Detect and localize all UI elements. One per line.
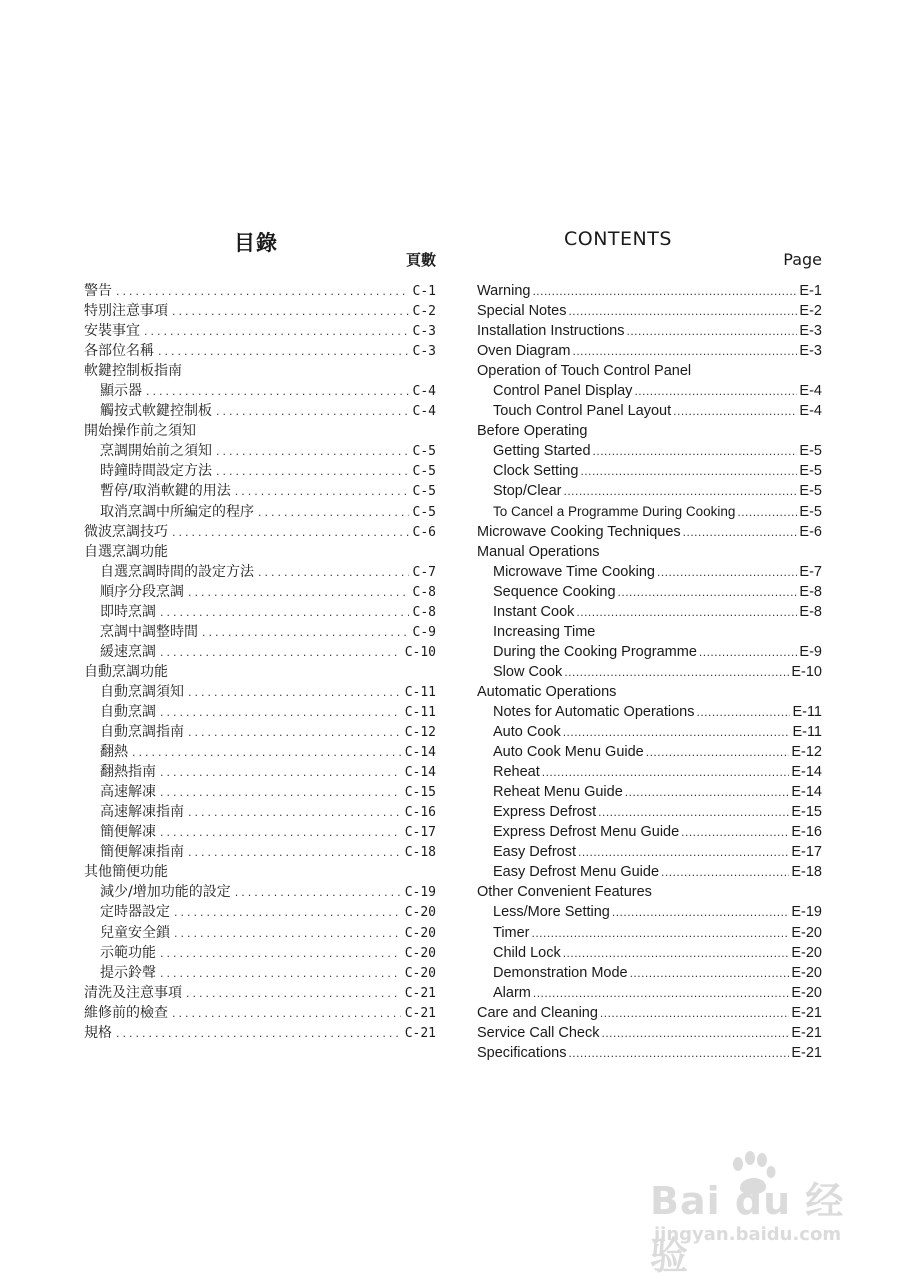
dot-leader — [160, 783, 401, 802]
toc-entry — [477, 481, 822, 501]
dot-leader — [532, 281, 797, 301]
toc-entry-label: To Cancel a Programme During Cooking — [493, 503, 736, 519]
toc-entry-label: Special Notes — [477, 303, 567, 320]
toc-entry — [84, 762, 436, 782]
toc-entry-page: E-3 — [799, 343, 822, 360]
toc-entry-page: E-20 — [791, 964, 822, 981]
toc-entry-page: C-5 — [412, 484, 436, 500]
toc-entry-page: E-4 — [799, 383, 822, 400]
toc-entry-label: 烹調開始前之須知 — [100, 443, 212, 460]
dot-leader — [568, 301, 797, 321]
dot-leader — [160, 944, 401, 963]
toc-entry — [477, 702, 822, 722]
toc-entry-page: C-21 — [404, 1005, 436, 1021]
toc-entry-label: 規格 — [84, 1024, 112, 1041]
toc-entry-label: Touch Control Panel Layout — [493, 403, 672, 420]
toc-entry — [84, 341, 436, 361]
toc-entry — [84, 461, 436, 481]
toc-entry-label: Easy Defrost Menu Guide — [493, 864, 660, 881]
toc-entry-label: 烹調中調整時間 — [100, 623, 198, 640]
toc-entry-label: Auto Cook Menu Guide — [493, 744, 644, 761]
dot-leader — [216, 402, 409, 421]
dot-leader — [160, 703, 401, 722]
toc-entry — [477, 522, 822, 542]
toc-entry-label: Control Panel Display — [493, 383, 633, 400]
dot-leader — [568, 1043, 789, 1063]
dot-leader — [580, 461, 797, 481]
dot-leader — [737, 502, 797, 522]
toc-entry-label: 取消烹調中所編定的程序 — [100, 503, 254, 520]
toc-entry-page: C-4 — [412, 404, 436, 420]
toc-entry-page: E-1 — [799, 283, 822, 299]
dot-leader — [186, 984, 401, 1003]
toc-entry-label: Increasing Time — [493, 623, 596, 640]
toc-entry-label: 提示鈴聲 — [100, 964, 156, 981]
dot-leader — [578, 842, 789, 862]
dot-leader — [235, 482, 409, 501]
toc-entry-page: C-4 — [412, 384, 436, 400]
toc-entry-page: E-20 — [791, 924, 822, 941]
toc-entry-page: E-10 — [791, 663, 822, 680]
dot-leader — [661, 862, 789, 882]
toc-entry-label: Slow Cook — [493, 663, 563, 680]
toc-entry — [84, 682, 436, 702]
dot-leader — [216, 462, 409, 481]
toc-entry — [84, 542, 436, 562]
toc-entry-page: E-5 — [799, 443, 822, 460]
toc-entry-page: C-7 — [412, 564, 436, 580]
dot-leader — [188, 723, 401, 742]
dot-leader — [618, 582, 798, 602]
dot-leader — [172, 523, 409, 542]
dot-leader — [673, 401, 797, 421]
toc-entry — [477, 983, 822, 1003]
toc-entry-page: C-8 — [412, 584, 436, 600]
toc-entry-page: C-19 — [404, 885, 436, 901]
toc-entry — [84, 381, 436, 401]
toc-entry-page: E-11 — [792, 724, 822, 741]
toc-entry — [84, 622, 436, 642]
toc-entry — [477, 902, 822, 922]
toc-entry — [84, 983, 436, 1003]
toc-entry-label: Reheat — [493, 764, 540, 781]
dot-leader — [216, 442, 409, 461]
toc-entry-page: E-21 — [791, 1004, 822, 1021]
toc-entry-page: E-5 — [799, 503, 822, 520]
toc-entry-label: 自動烹調須知 — [100, 683, 184, 700]
dot-leader — [681, 822, 789, 842]
dot-leader — [600, 1003, 789, 1023]
toc-entry-label: 警告 — [84, 283, 112, 299]
toc-entry-label: Timer — [493, 924, 530, 941]
toc-entry-label: Notes for Automatic Operations — [493, 703, 695, 720]
toc-entry-page: C-14 — [404, 765, 436, 781]
toc-entry — [477, 782, 822, 802]
dot-leader — [542, 762, 790, 782]
toc-entry-label: Instant Cook — [493, 603, 575, 620]
toc-entry — [84, 963, 436, 983]
toc-entry-label: Demonstration Mode — [493, 964, 628, 981]
dot-leader — [612, 902, 789, 922]
toc-entry-label: 清洗及注意事項 — [84, 984, 182, 1001]
toc-entry-label: Operation of Touch Control Panel — [477, 363, 692, 380]
toc-entry-label: 即時烹調 — [100, 603, 156, 620]
toc-entry — [477, 1003, 822, 1023]
dot-leader — [697, 702, 791, 722]
dot-leader — [172, 1004, 401, 1023]
toc-entry — [477, 642, 822, 662]
toc-entry-label: Specifications — [477, 1044, 567, 1061]
toc-entry-label: Installation Instructions — [477, 323, 625, 340]
dot-leader — [172, 302, 409, 321]
toc-entry — [477, 361, 822, 381]
dot-leader — [699, 642, 798, 662]
toc-entry-page: E-21 — [791, 1044, 822, 1061]
toc-entry — [477, 1023, 822, 1043]
toc-entry — [477, 622, 822, 642]
toc-entry-label: 簡便解凍指南 — [100, 844, 184, 861]
toc-entry-page: C-17 — [404, 825, 436, 841]
toc-entry-label: Warning — [477, 283, 531, 299]
toc-entry-label: Before Operating — [477, 423, 588, 440]
toc-entry-page: E-7 — [799, 563, 822, 580]
dot-leader — [188, 803, 401, 822]
toc-entry-page: E-20 — [791, 984, 822, 1001]
toc-entry — [84, 923, 436, 943]
toc-entry-label: 高速解凍 — [100, 784, 156, 801]
toc-entry — [84, 822, 436, 842]
toc-entry — [84, 842, 436, 862]
toc-list-en — [477, 281, 822, 1063]
toc-entry — [477, 542, 822, 562]
toc-entry — [84, 782, 436, 802]
toc-entry — [84, 421, 436, 441]
toc-entry-label: Other Convenient Features — [477, 884, 652, 901]
dot-leader — [146, 382, 409, 401]
toc-entry — [84, 522, 436, 542]
dot-leader — [564, 662, 789, 682]
toc-entry-page: C-2 — [412, 304, 436, 320]
toc-entry — [84, 502, 436, 522]
toc-entry — [84, 441, 436, 461]
toc-entry — [477, 682, 822, 702]
toc-entry-page: C-5 — [412, 504, 436, 520]
toc-entry — [477, 602, 822, 622]
toc-entry-page: C-11 — [404, 704, 436, 720]
toc-entry — [84, 481, 436, 501]
toc-entry-label: Oven Diagram — [477, 343, 571, 360]
toc-entry-page: E-16 — [791, 824, 822, 841]
toc-entry-label: 翻熱 — [100, 744, 128, 761]
toc-entry — [477, 822, 822, 842]
toc-entry-label: Automatic Operations — [477, 683, 617, 700]
toc-entry-label: Auto Cook — [493, 724, 561, 741]
toc-entry-page: E-14 — [791, 764, 822, 781]
toc-entry-page: C-3 — [412, 344, 436, 360]
toc-entry-label: Less/More Setting — [493, 904, 610, 921]
toc-entry — [84, 943, 436, 963]
toc-entry-label: Sequence Cooking — [493, 583, 616, 600]
toc-entry-label: Child Lock — [493, 944, 561, 961]
toc-entry-page: C-10 — [404, 644, 436, 660]
toc-entry-label: 自選烹調時間的設定方法 — [100, 563, 254, 580]
toc-entry-label: Microwave Time Cooking — [493, 563, 655, 580]
dot-leader — [158, 342, 409, 361]
toc-entry-page: C-16 — [404, 805, 436, 821]
toc-entry — [84, 802, 436, 822]
dot-leader — [160, 603, 409, 622]
toc-entry-page: C-20 — [404, 965, 436, 981]
toc-entry — [477, 722, 822, 742]
dot-leader — [188, 683, 401, 702]
dot-leader — [593, 441, 798, 461]
toc-entry-label: 暫停/取消軟鍵的用法 — [100, 483, 231, 500]
toc-entry — [84, 882, 436, 902]
toc-entry — [84, 862, 436, 882]
toc-entry — [477, 762, 822, 782]
dot-leader — [646, 742, 790, 762]
toc-entry — [477, 742, 822, 762]
dot-leader — [174, 903, 401, 922]
toc-entry — [477, 943, 822, 963]
toc-entry — [477, 923, 822, 943]
toc-entry-page: C-18 — [404, 845, 436, 861]
toc-entry-page: E-20 — [791, 944, 822, 961]
toc-entry — [84, 1023, 436, 1043]
toc-entry — [477, 421, 822, 441]
toc-entry-page: E-15 — [791, 804, 822, 821]
dot-leader — [258, 563, 409, 582]
toc-entry-page: E-5 — [799, 483, 822, 500]
toc-entry-label: 自動烹調功能 — [84, 663, 168, 680]
dot-leader — [116, 1024, 401, 1043]
toc-entry — [477, 341, 822, 361]
toc-entry — [477, 582, 822, 602]
toc-entry-page: E-2 — [799, 303, 822, 320]
toc-entry — [477, 502, 822, 522]
toc-entry — [84, 722, 436, 742]
toc-entry-page: E-11 — [792, 703, 822, 720]
toc-entry — [84, 702, 436, 722]
toc-entry-page: C-20 — [404, 905, 436, 921]
toc-entry — [84, 582, 436, 602]
toc-entry — [84, 742, 436, 762]
toc-entry-label: Microwave Cooking Techniques — [477, 523, 681, 540]
toc-entry-label: Easy Defrost — [493, 844, 576, 861]
toc-entry-label: 開始操作前之須知 — [84, 423, 196, 440]
toc-entry — [84, 602, 436, 622]
toc-entry-label: 特別注意事項 — [84, 303, 168, 320]
toc-entry-label: Express Defrost — [493, 804, 597, 821]
toc-entry-page: E-19 — [791, 904, 822, 921]
dot-leader — [188, 843, 401, 862]
toc-entry-page: C-3 — [412, 324, 436, 340]
toc-entry-page: C-5 — [412, 464, 436, 480]
toc-entry-page: E-17 — [791, 844, 822, 861]
toc-entry-page: E-12 — [791, 744, 822, 761]
toc-entry-label: Care and Cleaning — [477, 1004, 598, 1021]
toc-entry — [477, 281, 822, 301]
toc-entry — [84, 321, 436, 341]
toc-entry-label: 自動烹調 — [100, 703, 156, 720]
toc-entry — [84, 902, 436, 922]
toc-entry — [477, 441, 822, 461]
toc-entry-page: C-5 — [412, 444, 436, 460]
toc-entry-page: C-12 — [404, 725, 436, 741]
toc-entry-label: 微波烹調技巧 — [84, 523, 168, 540]
dot-leader — [160, 763, 401, 782]
toc-entry-page: E-5 — [799, 463, 822, 480]
toc-entry-label: 兒童安全鎖 — [100, 924, 170, 941]
toc-entry — [477, 321, 822, 341]
toc-entry — [84, 562, 436, 582]
toc-entry — [477, 662, 822, 682]
dot-leader — [160, 643, 401, 662]
toc-entry — [84, 1003, 436, 1023]
toc-entry-label: During the Cooking Programme — [493, 643, 697, 660]
toc-entry-page: C-14 — [404, 745, 436, 761]
toc-entry — [477, 301, 822, 321]
dot-leader — [625, 782, 790, 802]
baidu-jingyan-watermark — [640, 1150, 860, 1278]
toc-entry-page: C-20 — [404, 945, 436, 961]
watermark-url: jingyan.baidu.com — [654, 1224, 842, 1245]
toc-entry-page: C-9 — [412, 624, 436, 640]
dot-leader — [258, 503, 409, 522]
dot-leader — [116, 282, 409, 301]
dot-leader — [202, 623, 409, 642]
toc-entry-page: C-11 — [404, 684, 436, 700]
toc-entry-page: E-14 — [791, 784, 822, 801]
dot-leader — [532, 923, 790, 943]
toc-entry-page: C-15 — [404, 785, 436, 801]
toc-entry-page: E-21 — [791, 1024, 822, 1041]
dot-leader — [657, 562, 797, 582]
toc-entry-label: 維修前的檢查 — [84, 1004, 168, 1021]
toc-entry-label: Reheat Menu Guide — [493, 784, 623, 801]
toc-entry — [477, 401, 822, 421]
toc-entry — [477, 963, 822, 983]
toc-entry-label: 觸按式軟鍵控制板 — [100, 403, 212, 420]
toc-entry-label: Clock Setting — [493, 463, 579, 480]
toc-entry — [477, 862, 822, 882]
toc-entry — [477, 381, 822, 401]
dot-leader — [533, 983, 789, 1003]
toc-entry-label: 減少/增加功能的設定 — [100, 884, 231, 901]
toc-entry — [477, 562, 822, 582]
toc-entry-page: E-18 — [791, 864, 822, 881]
dot-leader — [174, 924, 401, 943]
dot-leader — [634, 381, 797, 401]
dot-leader — [576, 602, 797, 622]
toc-entry-label: 自選烹調功能 — [84, 543, 168, 560]
toc-entry-label: 順序分段烹調 — [100, 583, 184, 600]
toc-entry — [84, 662, 436, 682]
toc-entry-label: Express Defrost Menu Guide — [493, 824, 680, 841]
dot-leader — [563, 943, 790, 963]
toc-entry-label: 示範功能 — [100, 944, 156, 961]
toc-list-zh — [84, 281, 436, 1043]
toc-entry-page: C-21 — [404, 985, 436, 1001]
toc-entry — [477, 1043, 822, 1063]
toc-entry-page: C-8 — [412, 604, 436, 620]
dot-leader — [683, 522, 798, 542]
dot-leader — [132, 743, 401, 762]
toc-entry — [477, 882, 822, 902]
toc-entry-label: Getting Started — [493, 443, 591, 460]
dot-leader — [572, 341, 797, 361]
dot-leader — [602, 1023, 790, 1043]
toc-entry-page: E-4 — [799, 403, 822, 420]
page-column-label-zh: 頁數 — [405, 251, 436, 269]
dot-leader — [188, 583, 409, 602]
toc-entry — [84, 301, 436, 321]
page-column-label-en: Page — [783, 250, 822, 269]
dot-leader — [235, 883, 401, 902]
dot-leader — [630, 963, 790, 983]
toc-entry — [84, 401, 436, 421]
toc-entry-label: Stop/Clear — [493, 483, 562, 500]
toc-entry-label: 顯示器 — [100, 383, 142, 400]
toc-entry-label: 各部位名稱 — [84, 343, 154, 360]
toc-entry-page: C-20 — [404, 925, 436, 941]
toc-entry-label: 翻熱指南 — [100, 764, 156, 781]
toc-entry-page: E-6 — [799, 523, 822, 540]
toc-entry — [84, 642, 436, 662]
toc-entry-label: 高速解凍指南 — [100, 804, 184, 821]
toc-entry-label: 時鐘時間設定方法 — [100, 463, 212, 480]
toc-entry-label: 自動烹調指南 — [100, 724, 184, 741]
toc-title-en: CONTENTS — [564, 228, 672, 250]
dot-leader — [144, 322, 409, 341]
toc-entry-label: 軟鍵控制板指南 — [84, 363, 182, 380]
toc-entry — [477, 802, 822, 822]
toc-title-zh: 目錄 — [234, 231, 278, 255]
toc-entry-page: C-6 — [412, 524, 436, 540]
watermark-logo-text: Bai du 经验 — [650, 1179, 845, 1278]
toc-entry-page: E-9 — [799, 643, 822, 660]
dot-leader — [563, 722, 791, 742]
toc-entry-page: C-21 — [404, 1025, 436, 1041]
toc-entry-page: E-3 — [799, 323, 822, 340]
toc-entry — [84, 361, 436, 381]
toc-entry-label: 其他簡便功能 — [84, 864, 168, 881]
toc-entry-page: C-1 — [412, 284, 436, 299]
toc-entry-page: E-8 — [799, 603, 822, 620]
dot-leader — [564, 481, 798, 501]
dot-leader — [160, 823, 401, 842]
toc-entry-page: E-8 — [799, 583, 822, 600]
dot-leader — [598, 802, 789, 822]
dot-leader — [627, 321, 798, 341]
dot-leader — [160, 964, 401, 983]
toc-entry-label: 簡便解凍 — [100, 824, 156, 841]
toc-entry-label: 緩速烹調 — [100, 643, 156, 660]
toc-entry-label: Service Call Check — [477, 1024, 600, 1041]
toc-entry — [477, 842, 822, 862]
toc-entry — [477, 461, 822, 481]
toc-entry — [84, 281, 436, 301]
toc-entry-label: Manual Operations — [477, 543, 600, 560]
toc-entry-label: 安裝事宜 — [84, 323, 140, 340]
toc-entry-label: 定時器設定 — [100, 904, 170, 921]
toc-entry-label: Alarm — [493, 984, 531, 1001]
